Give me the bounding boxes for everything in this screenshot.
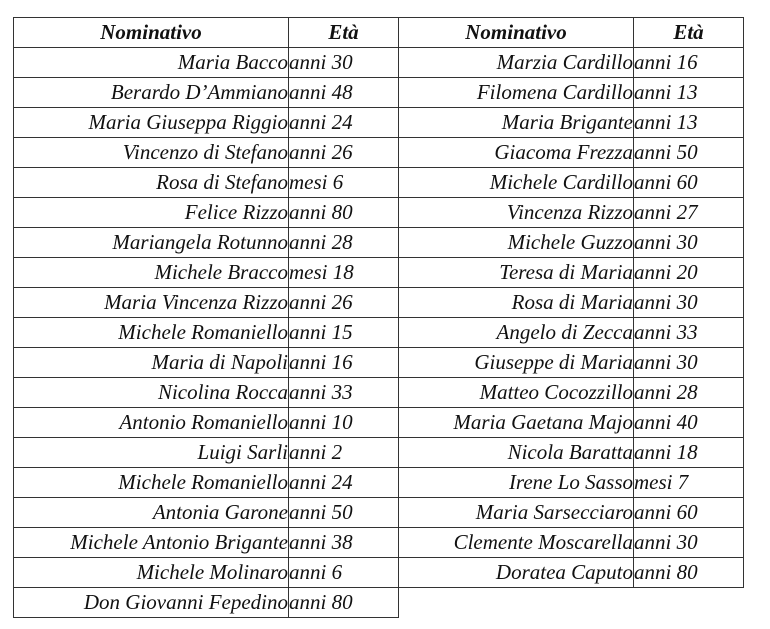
name-cell-right: Giuseppe di Maria — [399, 348, 634, 378]
name-cell-left: Maria di Napoli — [14, 348, 289, 378]
age-cell-left: anni 48 — [289, 78, 399, 108]
age-cell-right: anni 18 — [634, 438, 744, 468]
age-cell-right: anni 30 — [634, 348, 744, 378]
name-cell-left: Michele Bracco — [14, 258, 289, 288]
age-cell-left: anni 10 — [289, 408, 399, 438]
age-cell-left: anni 24 — [289, 108, 399, 138]
name-cell-left: Berardo D’Ammiano — [14, 78, 289, 108]
name-cell-left: Felice Rizzo — [14, 198, 289, 228]
column-header-name-left: Nominativo — [14, 18, 289, 48]
age-cell-right: mesi 7 — [634, 468, 744, 498]
name-cell-right: Maria Gaetana Majo — [399, 408, 634, 438]
age-cell-left: anni 16 — [289, 348, 399, 378]
age-cell-left: anni 80 — [289, 588, 399, 618]
table-row — [14, 408, 744, 438]
age-cell-left: anni 6 — [289, 558, 399, 588]
name-cell-left: Michele Romaniello — [14, 468, 289, 498]
name-cell-right: Irene Lo Sasso — [399, 468, 634, 498]
name-cell-left: Michele Antonio Brigante — [14, 528, 289, 558]
name-cell-right: Clemente Moscarella — [399, 528, 634, 558]
roster-table — [13, 17, 744, 618]
table-row — [14, 138, 744, 168]
table-row — [14, 228, 744, 258]
age-cell-right: anni 30 — [634, 288, 744, 318]
age-cell-right: anni 13 — [634, 78, 744, 108]
age-cell-right: anni 80 — [634, 558, 744, 588]
header-row — [14, 18, 744, 48]
name-cell-left: Maria Giuseppa Riggio — [14, 108, 289, 138]
age-cell-left: mesi 18 — [289, 258, 399, 288]
table-row — [14, 588, 744, 618]
name-cell-right: Vincenza Rizzo — [399, 198, 634, 228]
name-cell-right: Marzia Cardillo — [399, 48, 634, 78]
name-cell-right: Doratea Caputo — [399, 558, 634, 588]
age-cell-left: anni 26 — [289, 288, 399, 318]
name-cell-left: Nicolina Rocca — [14, 378, 289, 408]
table-row — [14, 48, 744, 78]
name-cell-right: Teresa di Maria — [399, 258, 634, 288]
age-cell-right: anni 60 — [634, 168, 744, 198]
name-cell-left: Don Giovanni Fepedino — [14, 588, 289, 618]
name-cell-left: Vincenzo di Stefano — [14, 138, 289, 168]
column-header-age-left: Età — [289, 18, 399, 48]
age-cell-right: anni 40 — [634, 408, 744, 438]
age-cell-right: anni 33 — [634, 318, 744, 348]
age-cell-right: anni 13 — [634, 108, 744, 138]
age-cell-left: anni 15 — [289, 318, 399, 348]
age-cell-left: anni 50 — [289, 498, 399, 528]
name-cell-right: Giacoma Frezza — [399, 138, 634, 168]
column-header-name-right: Nominativo — [399, 18, 634, 48]
name-cell-left: Rosa di Stefano — [14, 168, 289, 198]
table-row — [14, 108, 744, 138]
name-cell-left: Mariangela Rotunno — [14, 228, 289, 258]
age-cell-left: anni 26 — [289, 138, 399, 168]
table-row — [14, 348, 744, 378]
name-cell-right: Maria Sarsecciaro — [399, 498, 634, 528]
table-row — [14, 378, 744, 408]
age-cell-left: anni 38 — [289, 528, 399, 558]
name-cell-right: Michele Guzzo — [399, 228, 634, 258]
name-cell-left: Antonio Romaniello — [14, 408, 289, 438]
age-cell-right: anni 30 — [634, 528, 744, 558]
age-cell-left: mesi 6 — [289, 168, 399, 198]
name-cell-right: Nicola Baratta — [399, 438, 634, 468]
table-row — [14, 258, 744, 288]
name-cell-right: Matteo Cocozzillo — [399, 378, 634, 408]
table-row — [14, 438, 744, 468]
name-cell-right: Filomena Cardillo — [399, 78, 634, 108]
age-cell-left: anni 33 — [289, 378, 399, 408]
table-row — [14, 468, 744, 498]
table-row — [14, 528, 744, 558]
name-cell-left: Michele Molinaro — [14, 558, 289, 588]
empty-cell — [399, 588, 634, 618]
name-cell-left: Maria Bacco — [14, 48, 289, 78]
name-cell-right: Michele Cardillo — [399, 168, 634, 198]
age-cell-right: anni 16 — [634, 48, 744, 78]
name-cell-left: Michele Romaniello — [14, 318, 289, 348]
name-cell-left: Luigi Sarli — [14, 438, 289, 468]
column-header-age-right: Età — [634, 18, 744, 48]
table-row — [14, 558, 744, 588]
age-cell-left: anni 80 — [289, 198, 399, 228]
age-cell-left: anni 2 — [289, 438, 399, 468]
age-cell-right: anni 27 — [634, 198, 744, 228]
table-row — [14, 198, 744, 228]
age-cell-right: anni 20 — [634, 258, 744, 288]
table-row — [14, 318, 744, 348]
table-row — [14, 168, 744, 198]
name-cell-left: Antonia Garone — [14, 498, 289, 528]
name-cell-right: Rosa di Maria — [399, 288, 634, 318]
age-cell-right: anni 28 — [634, 378, 744, 408]
name-cell-right: Angelo di Zecca — [399, 318, 634, 348]
name-cell-right: Maria Brigante — [399, 108, 634, 138]
table-row — [14, 288, 744, 318]
roster-body — [14, 48, 744, 618]
age-cell-left: anni 24 — [289, 468, 399, 498]
age-cell-right: anni 30 — [634, 228, 744, 258]
table-row — [14, 498, 744, 528]
age-cell-right: anni 50 — [634, 138, 744, 168]
age-cell-left: anni 30 — [289, 48, 399, 78]
age-cell-left: anni 28 — [289, 228, 399, 258]
name-cell-left: Maria Vincenza Rizzo — [14, 288, 289, 318]
age-cell-right: anni 60 — [634, 498, 744, 528]
table-row — [14, 78, 744, 108]
empty-cell — [634, 588, 744, 618]
